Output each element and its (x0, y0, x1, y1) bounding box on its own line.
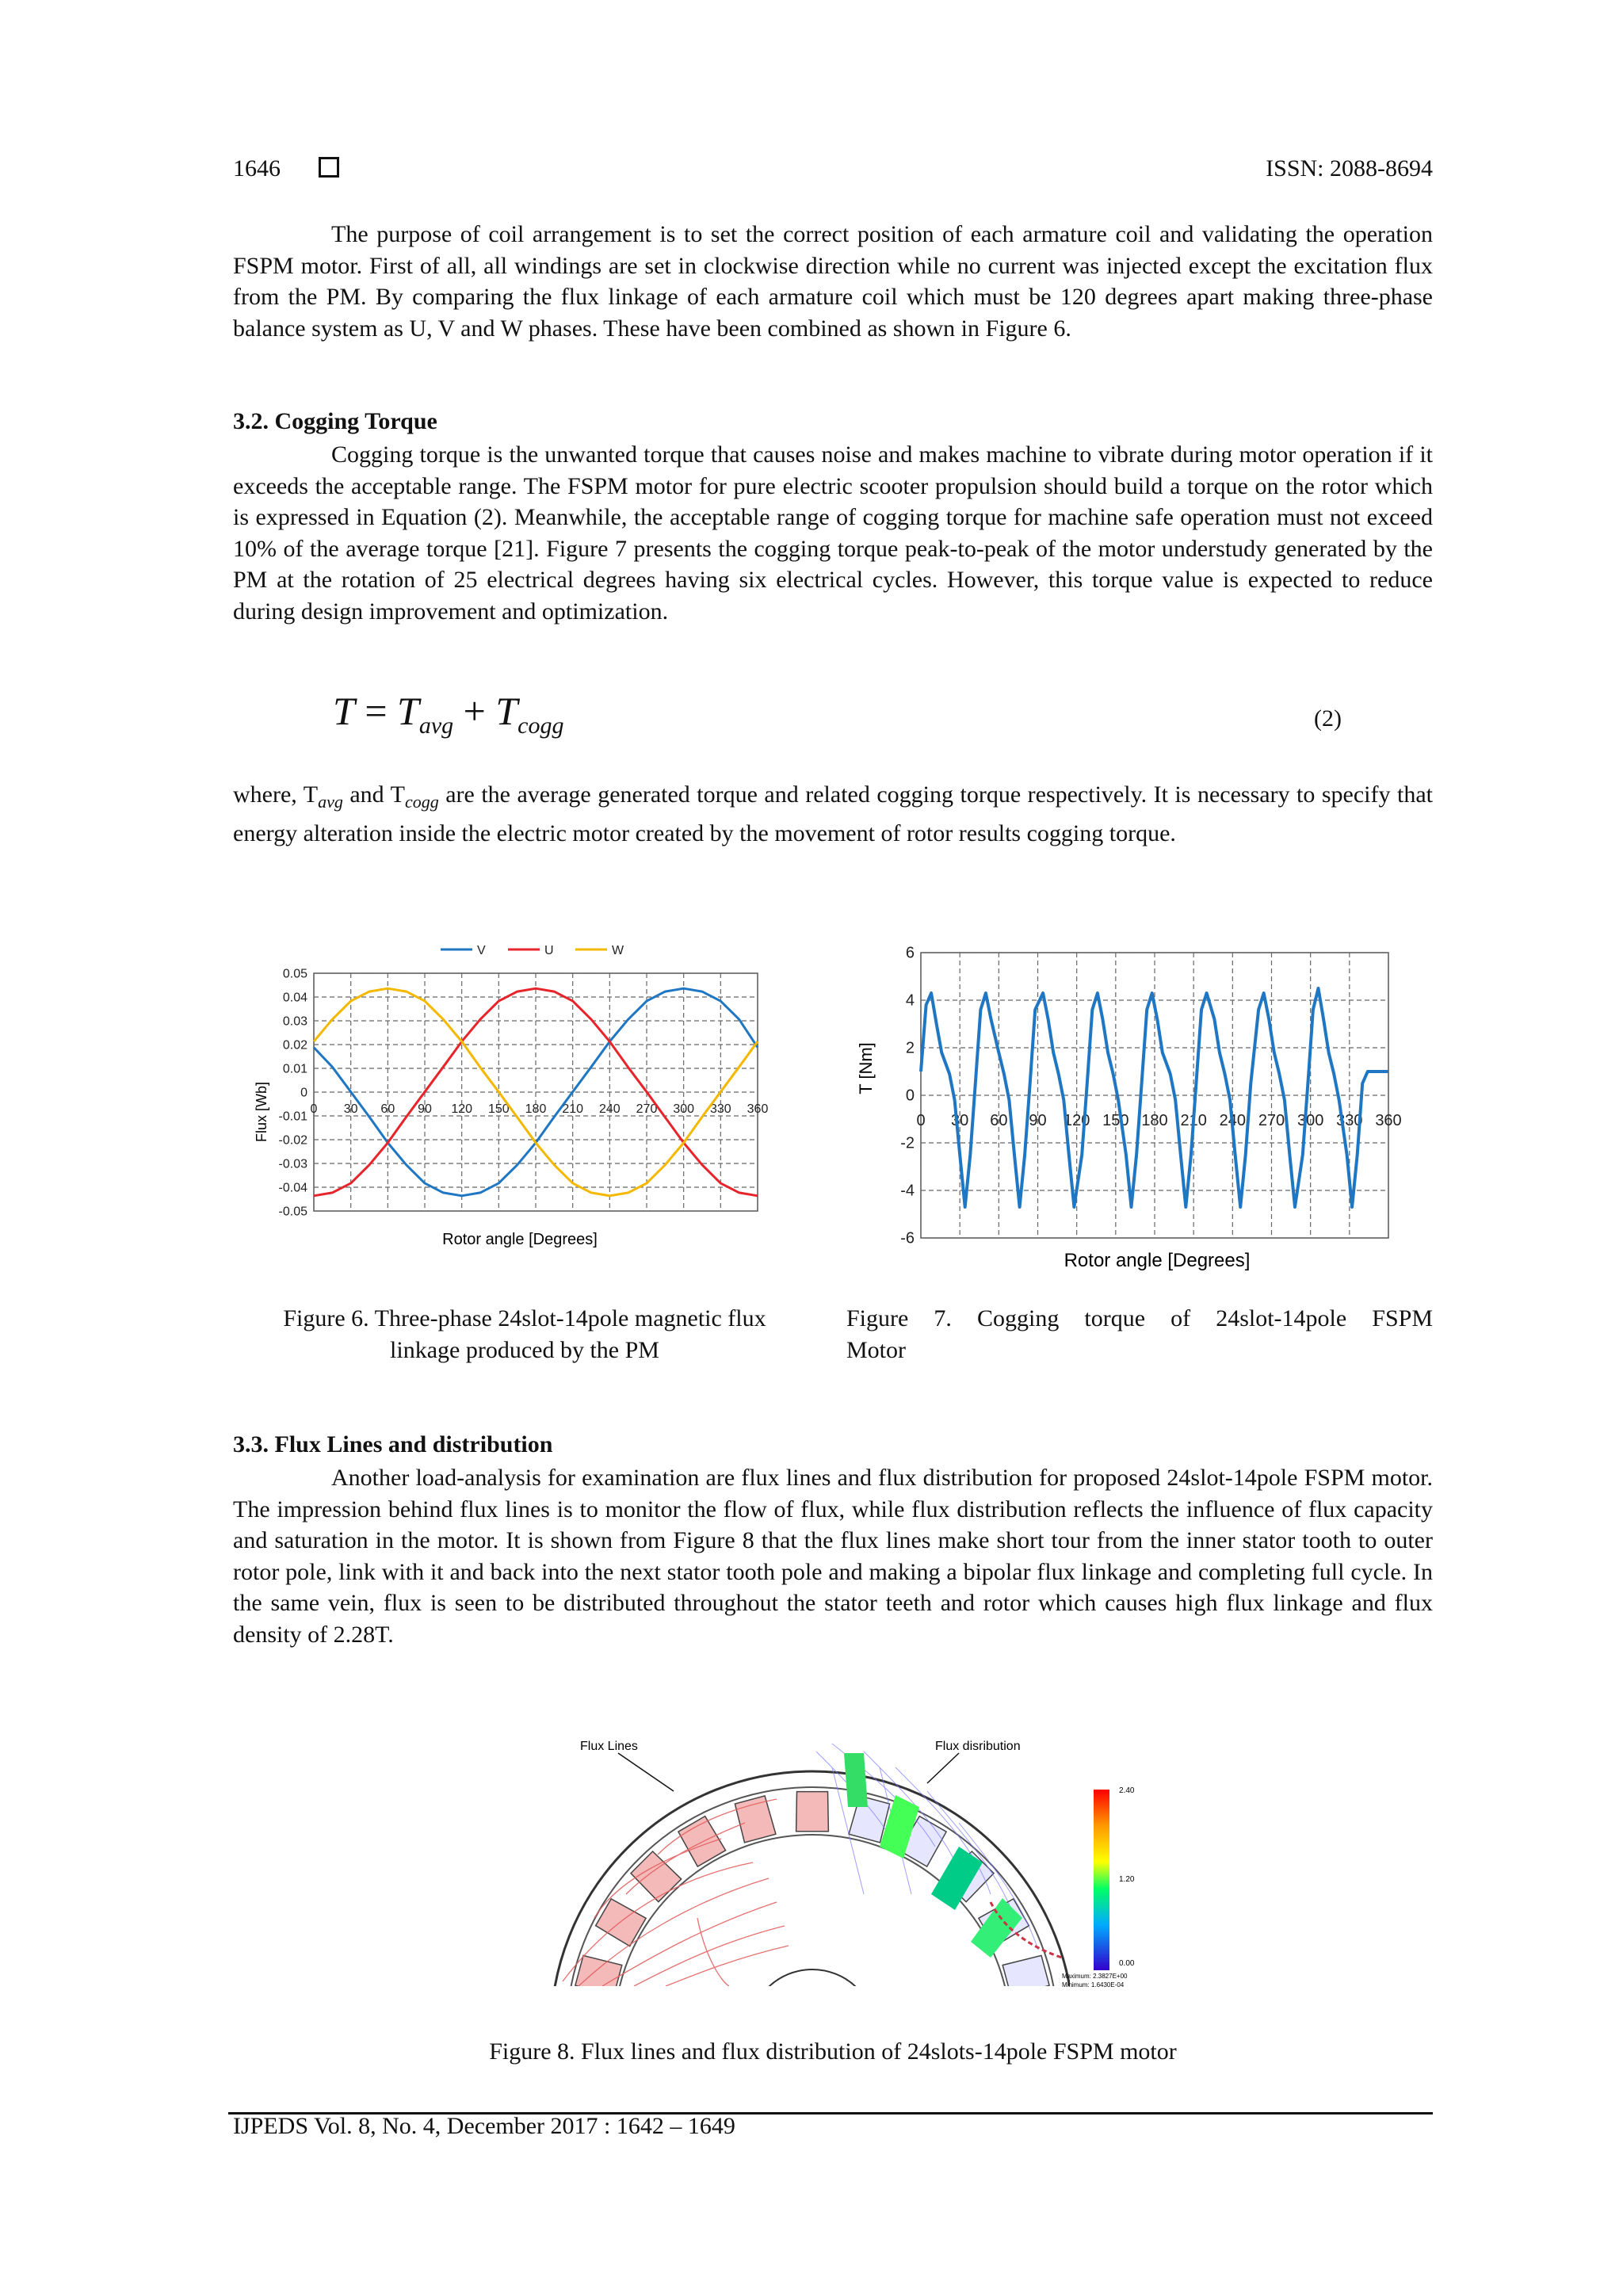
x-tick-label: 300 (1296, 1112, 1324, 1129)
square-bullet-icon (319, 157, 339, 178)
footer-citation: IJPEDS Vol. 8, No. 4, December 2017 : 1642 – 1649 (233, 2113, 735, 2139)
x-tick-label: 30 (951, 1112, 969, 1129)
figure-7-chart (856, 934, 1426, 1282)
x-tick-label: 300 (673, 1102, 695, 1116)
x-axis-label: Rotor angle [Degrees] (1064, 1250, 1251, 1271)
paragraph-flux-lines: Another load-analysis for examination are flux lines and flux distribution for proposed 24slot-14pole FSPM motor. The impression behind flux lines is to monitor the flow of flux, while flux distribution reflects the influence of flux capacity and saturation in the motor. It is shown from Figure 8 that the flux lines make short tour from the inner stator tooth to outer rotor pole, link with it and back into the next stator tooth pole and making a bipolar flux linkage and completing full cycle. In the same vein, flux is seen to be distributed throughout the stator teeth and rotor which causes high flux linkage and flux density of 2.28T. (233, 1465, 1433, 1648)
scale-maximum: Maximum: 2.3827E+00 (1062, 1973, 1128, 1980)
legend-label-v: V (477, 944, 486, 957)
y-tick-label: 4 (905, 991, 915, 1010)
x-tick-label: 180 (525, 1102, 547, 1116)
x-tick-label: 90 (1029, 1112, 1047, 1129)
x-tick-label: 60 (380, 1102, 395, 1116)
y-tick-label: 0 (300, 1086, 307, 1100)
x-tick-label: 270 (1258, 1112, 1285, 1129)
figure-6-caption: Figure 6. Three-phase 24slot-14pole magnetic flux linkage produced by the PM (283, 1305, 766, 1363)
y-tick-label: -0.01 (278, 1110, 307, 1124)
equation-number: (2) (1314, 705, 1342, 732)
motor-cross-section (551, 1744, 1074, 1989)
y-tick-label: 0.03 (282, 1014, 307, 1029)
section-heading-flux-lines: 3.3. Flux Lines and distribution (233, 1431, 553, 1457)
y-tick-label: 0.04 (282, 991, 307, 1005)
y-tick-label: -4 (900, 1182, 915, 1200)
x-axis-label: Rotor angle [Degrees] (442, 1231, 598, 1248)
scale-mid-value: 1.20 (1119, 1875, 1135, 1884)
x-tick-label: 240 (598, 1102, 621, 1116)
legend-label-u: U (544, 944, 554, 957)
section-heading-cogging-torque: 3.2. Cogging Torque (233, 408, 437, 434)
x-tick-label: 0 (916, 1112, 926, 1129)
x-tick-label: 120 (451, 1102, 473, 1116)
figure-8-caption: Figure 8. Flux lines and flux distribution of 24slots-14pole FSPM motor (489, 2038, 1177, 2065)
scale-top-value: 2.40 (1119, 1786, 1135, 1795)
x-tick-label: 30 (343, 1102, 358, 1116)
y-tick-label: 2 (905, 1039, 915, 1057)
flux-lines-label: Flux Lines (580, 1740, 638, 1753)
y-tick-label: 0.05 (282, 967, 307, 981)
paragraph-where: where, $T_{avg}$ and $T_{cogg}$ are the average generated torque and related cogging torque respectively. It is necessary to specify that energy alteration inside the electric motor created by the movement of rotor results cogging torque. (233, 781, 1433, 846)
figure-7-caption: Figure 7. Cogging torque of 24slot-14pole FSPM Motor (846, 1305, 1433, 1363)
y-tick-label: -0.02 (278, 1133, 307, 1148)
x-tick-label: 240 (1219, 1112, 1247, 1129)
issn: ISSN: 2088-8694 (1266, 155, 1433, 181)
y-tick-label: -6 (900, 1229, 915, 1247)
x-tick-label: 120 (1063, 1112, 1090, 1129)
chart-gridlines (314, 973, 758, 1211)
paragraph-cogging-torque: Cogging torque is the unwanted torque that causes noise and makes machine to vibrate during motor operation if it exceeds the acceptable range. The FSPM motor for pure electric scooter propulsion should build a torque on the rotor which is expressed in Equation (2). Meanwhile, the acceptable range of cogging torque for machine safe operation must not exceed 10% of the average torque [21]. Figure 7 presents the cogging torque peak-to-peak of the motor understudy generated by the PM at the rotation of 25 electrical degrees having six electrical cycles. However, this torque value is expected to reduce during design improvement and optimization. (233, 441, 1433, 625)
scale-minimum: Minimum: 1.6430E-04 (1062, 1981, 1125, 1988)
chart-legend (441, 944, 624, 957)
y-tick-label: 0 (905, 1087, 915, 1105)
legend-label-w: W (612, 944, 624, 957)
x-tick-label: 0 (310, 1102, 318, 1116)
equation-2: $T = T_{avg} + T_{cogg}$ (333, 689, 564, 739)
y-tick-label: -0.03 (278, 1157, 307, 1171)
y-tick-label: 0.01 (282, 1062, 307, 1076)
x-tick-label: 210 (1180, 1112, 1207, 1129)
scale-bottom-value: 0.00 (1119, 1959, 1135, 1968)
y-axis-label: Flux [Wb] (254, 1081, 269, 1143)
y-tick-label: -0.04 (278, 1181, 307, 1195)
color-scale-bar (1094, 1790, 1109, 1970)
y-tick-label: 6 (905, 944, 915, 962)
x-tick-label: 330 (1336, 1112, 1363, 1129)
x-tick-label: 360 (1375, 1112, 1402, 1129)
figure-6-chart (250, 926, 789, 1259)
y-tick-label: -2 (900, 1134, 915, 1152)
x-tick-label: 180 (1141, 1112, 1168, 1129)
flux-distribution-label: Flux disribution (935, 1740, 1021, 1753)
page-number: 1646 (233, 155, 339, 182)
y-axis-label: T [Nm] (856, 1042, 876, 1095)
y-tick-label: 0.02 (282, 1038, 307, 1052)
x-tick-label: 330 (709, 1102, 731, 1116)
stator-tooth (796, 1792, 829, 1832)
x-tick-label: 360 (747, 1102, 769, 1116)
paragraph-coil-arrangement: The purpose of coil arrangement is to set the correct position of each armature coil and validating the operation FSPM motor. First of all, all windings are set in clockwise direction while no current was injected except the excitation flux from the PM. By comparing the flux linkage of each armature coil which must be 120 degrees apart making three-phase balance system as U, V and W phases. These have been combined as shown in Figure 6. (233, 221, 1433, 342)
x-tick-label: 210 (562, 1102, 584, 1116)
x-tick-label: 90 (418, 1102, 432, 1116)
x-tick-label: 150 (487, 1102, 510, 1116)
y-tick-labels (279, 967, 308, 1218)
figure-8-image (515, 1720, 1189, 1989)
x-tick-label: 270 (636, 1102, 658, 1116)
x-tick-label: 60 (990, 1112, 1008, 1129)
y-tick-label: -0.05 (278, 1205, 307, 1219)
y-tick-labels (900, 945, 915, 1247)
x-tick-label: 150 (1102, 1112, 1129, 1129)
